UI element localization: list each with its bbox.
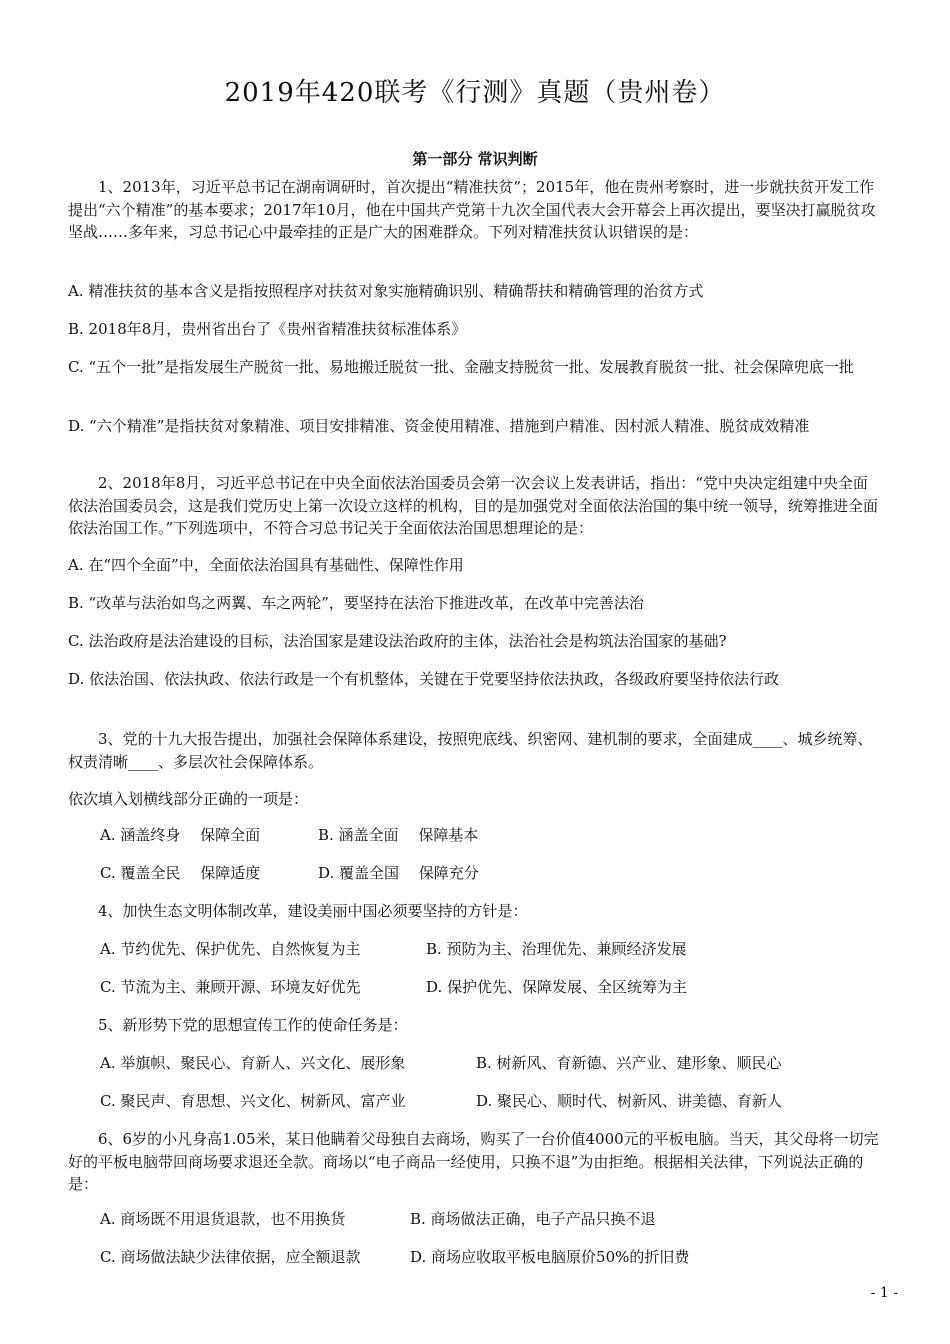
question-5-option-d: D. 聚民心、顺时代、树新风、讲美德、育新人 [476, 1092, 783, 1110]
question-2-option-b: B. “改革与法治如鸟之两翼、车之两轮”，要坚持在法治下推进改革，在改革中完善法治 [68, 594, 644, 612]
question-5-stem: 5、新形势下党的思想宣传工作的使命任务是： [98, 1016, 408, 1034]
question-3-option-b: B. 涵盖全面 保障基本 [318, 826, 479, 844]
question-6-stem: 6、6岁的小凡身高1.05米，某日他瞒着父母独自去商场，购买了一台价值4000元的平板电脑。当天，其父母将一切完好的平板电脑带回商场要求退还全款。商场以“电子商品一经使用，只换不退”为由拒绝。根据相关法律，下列说法正确的是： [68, 1130, 879, 1193]
question-3-instruction: 依次填入划横线部分正确的一项是： [68, 790, 309, 808]
question-2-option-a: A. 在“四个全面”中，全面依法治国具有基础性、保障性作用 [68, 556, 464, 574]
question-2-option-d: D. 依法治国、依法执政、依法行政是一个有机整体，关键在于党要坚持依法执政，各级政府要坚持依法行政 [68, 670, 780, 688]
question-1-option-b: B. 2018年8月，贵州省出台了《贵州省精准扶贫标准体系》 [68, 320, 467, 338]
question-4-stem: 4、加快生态文明体制改革，建设美丽中国必须要坚持的方针是： [98, 902, 528, 920]
question-4-option-d: D. 保护优先、保障发展、全区统筹为主 [426, 978, 688, 996]
question-3-option-c: C. 覆盖全民 保障适度 [100, 864, 261, 882]
question-1-option-a: A. 精准扶贫的基本含义是指按照程序对扶贫对象实施精确识别、精确帮扶和精确管理的治贫方式 [68, 282, 704, 300]
question-4-option-a: A. 节约优先、保护优先、自然恢复为主 [100, 940, 361, 958]
question-4-option-c: C. 节流为主、兼顾开源、环境友好优先 [100, 978, 361, 996]
question-1-option-c: C. “五个一批”是指发展生产脱贫一批、易地搬迁脱贫一批、金融支持脱贫一批、发展教育脱贫一批、社会保障兜底一批 [68, 358, 854, 376]
question-2-option-c: C. 法治政府是法治建设的目标，法治国家是建设法治政府的主体，法治社会是构筑法治国家的基础? [68, 632, 727, 650]
section-heading: 第一部分 常识判断 [412, 150, 538, 168]
question-5-option-c: C. 聚民声、育思想、兴文化、树新风、富产业 [100, 1092, 406, 1110]
question-6-option-a: A. 商场既不用退货退款，也不用换货 [100, 1210, 346, 1228]
question-4-option-b: B. 预防为主、治理优先、兼顾经济发展 [426, 940, 687, 958]
question-3-option-d: D. 覆盖全国 保障充分 [318, 864, 479, 882]
document-title: 2019年420联考《行测》真题（贵州卷） [224, 78, 726, 108]
question-1-stem: 1、2013年，习近平总书记在湖南调研时，首次提出“精准扶贫”；2015年，他在贵州考察时，进一步就扶贫开发工作提出“六个精准”的基本要求；2017年10月，他在中国共产党第十九次全国代表大会开幕会上再次提出，要坚决打赢脱贫攻坚战……多年来，习总书记心中最牵挂的正是广大的困难群众。下列对精准扶贫认识错误的是： [68, 178, 876, 241]
question-3-option-a: A. 涵盖终身 保障全面 [100, 826, 261, 844]
question-2-stem: 2、2018年8月，习近平总书记在中央全面依法治国委员会第一次会议上发表讲话，指出：“党中央决定组建中央全面依法治国委员会，这是我们党历史上第一次设立这样的机构，目的是加强党对全面依法治国的集中统一领导，统筹推进全面依法治国工作。”下列选项中，不符合习总书记关于全面依法治国思想理论的是： [68, 474, 879, 537]
question-5-option-a: A. 举旗帜、聚民心、育新人、兴文化、展形象 [100, 1054, 406, 1072]
question-6-option-d: D. 商场应收取平板电脑原价50%的折旧费 [410, 1248, 690, 1266]
question-1-option-d: D. “六个精准”是指扶贫对象精准、项目安排精准、资金使用精准、措施到户精准、因村派人精准、脱贫成效精准 [68, 417, 810, 435]
question-6-option-b: B. 商场做法正确，电子产品只换不退 [410, 1210, 656, 1228]
page-number: - 1 - [870, 1285, 898, 1301]
question-3-stem: 3、党的十九大报告提出，加强社会保障体系建设，按照兜底线、织密网、建机制的要求，全面建成____、城乡统筹、权责清晰____、多层次社会保障体系。 [68, 730, 873, 771]
question-5-option-b: B. 树新风、育新德、兴产业、建形象、顺民心 [476, 1054, 782, 1072]
question-6-option-c: C. 商场做法缺少法律依据，应全额退款 [100, 1248, 361, 1266]
